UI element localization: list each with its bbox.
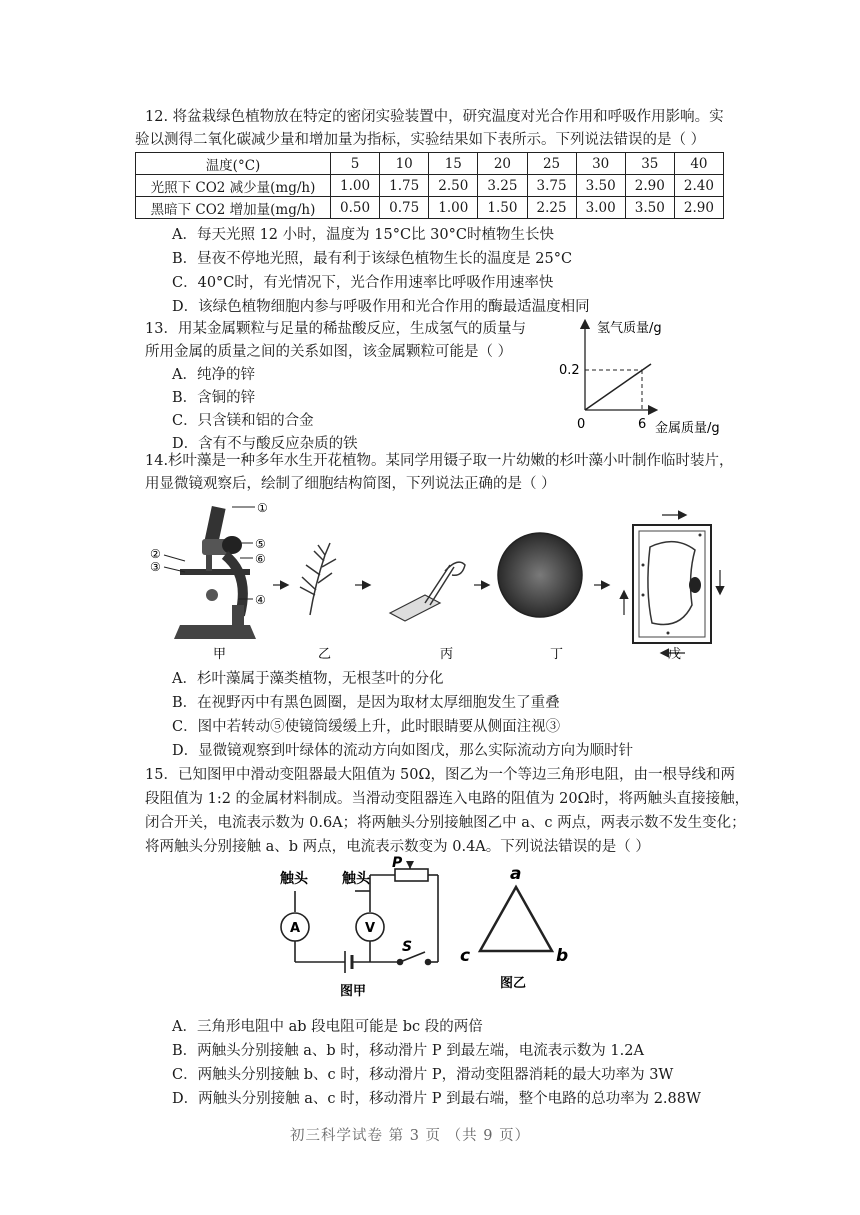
table-cell: 3.75 bbox=[527, 175, 576, 197]
table-cell: 25 bbox=[527, 153, 576, 175]
ammeter-label: A bbox=[290, 921, 301, 936]
table-cell: 0.50 bbox=[331, 197, 380, 219]
table-row-label: 光照下 CO2 减少量(mg/h) bbox=[136, 175, 331, 197]
q13-option-c: C．只含镁和铝的合金 bbox=[172, 413, 314, 429]
vertex-c-label: c bbox=[460, 946, 471, 966]
q12-option-a: A．每天光照 12 小时，温度为 15°C比 30°C时植物生长快 bbox=[172, 227, 554, 243]
table-row-label: 黑暗下 CO2 增加量(mg/h) bbox=[136, 197, 331, 219]
probe-label-2: 触头 bbox=[342, 871, 370, 887]
q15-option-b: B．两触头分别接触 a、b 时，移动滑片 P 到最左端，电流表示数为 1.2A bbox=[172, 1043, 644, 1059]
microscope-label-3: ③ bbox=[150, 560, 161, 574]
table-cell: 3.00 bbox=[576, 197, 625, 219]
q14-figure bbox=[140, 495, 725, 665]
table-cell: 20 bbox=[478, 153, 527, 175]
vertex-a-label: a bbox=[510, 864, 522, 884]
table-cell: 2.50 bbox=[429, 175, 478, 197]
q14-option-c: C．图中若转动⑤使镜筒缓缓上升，此时眼睛要从侧面注视③ bbox=[172, 719, 561, 735]
table-cell: 2.90 bbox=[625, 175, 674, 197]
plant-sprig-illustration bbox=[300, 543, 336, 615]
table-cell: 1.00 bbox=[331, 175, 380, 197]
q12-option-d: D．该绿色植物细胞内参与呼吸作用和光合作用的酶最适温度相同 bbox=[172, 299, 590, 315]
q13-hydrogen-graph bbox=[545, 312, 725, 442]
microscope-label-1: ① bbox=[257, 501, 268, 515]
table-cell: 15 bbox=[429, 153, 478, 175]
data-line bbox=[585, 364, 651, 410]
q12-stem-line2: 验以测得二氧化碳减少量和增加量为指标，实验结果如下表所示。下列说法错误的是（ ） bbox=[135, 132, 706, 148]
table-cell: 40 bbox=[674, 153, 723, 175]
q15-stem-line4: 将两触头分别接触 a、b 两点，电流表示数变为 0.4A。下列说法错误的是（ ） bbox=[145, 839, 650, 855]
plant-cell-diagram bbox=[633, 525, 711, 643]
table-cell: 30 bbox=[576, 153, 625, 175]
microscope-label-2: ② bbox=[150, 547, 161, 561]
table-cell: 35 bbox=[625, 153, 674, 175]
microscope-label-6: ⑥ bbox=[255, 552, 266, 566]
slide-preparation-illustration bbox=[390, 562, 465, 621]
q14-option-b: B．在视野丙中有黑色圆圈，是因为取材太厚细胞发生了重叠 bbox=[172, 695, 560, 711]
page-footer: 初三科学试卷 第 3 页 （共 9 页） bbox=[290, 1128, 531, 1144]
table-header-label: 温度(°C) bbox=[136, 153, 331, 175]
figure-label-yi: 乙 bbox=[318, 647, 332, 662]
table-cell: 2.25 bbox=[527, 197, 576, 219]
q14-stem-line1: 14.杉叶藻是一种多年水生开花植物。某同学用镊子取一片幼嫩的杉叶藻小叶制作临时装片， bbox=[145, 453, 734, 469]
q15-option-a: A．三角形电阻中 ab 段电阻可能是 bc 段的两倍 bbox=[172, 1019, 483, 1035]
q15-stem-line1: 15．已知图甲中滑动变阻器最大阻值为 50Ω，图乙为一个等边三角形电阻，由一根导线和两 bbox=[145, 767, 736, 783]
q12-option-c: C．40°C时，有光情况下，光合作用速率比呼吸作用速率快 bbox=[172, 275, 554, 291]
q13-stem-line2: 所用金属的质量之间的关系如图，该金属颗粒可能是（ ） bbox=[145, 344, 513, 360]
table-cell: 0.75 bbox=[380, 197, 429, 219]
microscope-label-4: ④ bbox=[255, 593, 266, 607]
table-cell: 2.90 bbox=[674, 197, 723, 219]
graph-origin: 0 bbox=[577, 417, 586, 432]
q12-data-table bbox=[135, 152, 724, 219]
q15-stem-line3: 闭合开关，电流表示数为 0.6A；将两触头分别接触图乙中 a、c 两点，两表示数不发生变化； bbox=[145, 815, 746, 831]
q13-option-d: D．含有不与酸反应杂质的铁 bbox=[172, 436, 358, 452]
circuit-caption: 图甲 bbox=[340, 984, 367, 999]
probe-label-1: 触头 bbox=[280, 871, 308, 887]
table-cell: 10 bbox=[380, 153, 429, 175]
figure-label-jia: 甲 bbox=[213, 647, 227, 662]
triangle-resistor bbox=[480, 887, 552, 951]
triangle-caption: 图乙 bbox=[500, 976, 527, 991]
field-of-view-illustration bbox=[498, 533, 582, 617]
table-cell: 3.25 bbox=[478, 175, 527, 197]
graph-y-tick: 0.2 bbox=[559, 363, 580, 378]
q13-stem-line1: 13．用某金属颗粒与足量的稀盐酸反应，生成氢气的质量与 bbox=[145, 321, 526, 337]
slider-label-p: P bbox=[392, 855, 403, 871]
table-cell: 3.50 bbox=[576, 175, 625, 197]
table-row bbox=[136, 175, 724, 197]
q12-option-b: B．昼夜不停地光照，最有利于该绿色植物生长的温度是 25°C bbox=[172, 251, 573, 267]
microscope-illustration bbox=[174, 506, 256, 639]
voltmeter-label: V bbox=[365, 921, 376, 936]
table-row bbox=[136, 197, 724, 219]
figure-label-ding: 丁 bbox=[550, 647, 564, 662]
table-row bbox=[136, 153, 724, 175]
q12-stem-line1: 12. 将盆栽绿色植物放在特定的密闭实验装置中，研究温度对光合作用和呼吸作用影响。实 bbox=[145, 109, 724, 125]
switch-label: S bbox=[402, 939, 413, 955]
table-cell: 3.50 bbox=[625, 197, 674, 219]
table-cell: 2.40 bbox=[674, 175, 723, 197]
q15-figure bbox=[260, 855, 580, 1005]
q13-option-a: A．纯净的锌 bbox=[172, 367, 255, 383]
q15-option-d: D．两触头分别接触 a、c 时，移动滑片 P 到最右端，整个电路的总功率为 2.88W bbox=[172, 1091, 701, 1107]
table-cell: 5 bbox=[331, 153, 380, 175]
figure-label-wu: 戊 bbox=[668, 647, 682, 662]
q15-option-c: C．两触头分别接触 b、c 时，移动滑片 P，滑动变阻器消耗的最大功率为 3W bbox=[172, 1067, 674, 1083]
vertex-b-label: b bbox=[556, 946, 569, 966]
graph-xlabel: 金属质量/g bbox=[655, 421, 720, 436]
table-cell: 1.00 bbox=[429, 197, 478, 219]
q14-option-a: A．杉叶藻属于藻类植物，无根茎叶的分化 bbox=[172, 671, 444, 687]
q13-option-b: B．含铜的锌 bbox=[172, 390, 256, 406]
slider-pointer-icon bbox=[406, 861, 414, 869]
graph-ylabel: 氢气质量/g bbox=[597, 321, 662, 336]
microscope-label-5: ⑤ bbox=[255, 537, 266, 551]
q15-stem-line2: 段阻值为 1:2 的金属材料制成。当滑动变阻器连入电路的阻值为 20Ω时，将两触头直接接触， bbox=[145, 791, 750, 807]
q14-option-d: D．显微镜观察到叶绿体的流动方向如图戊，那么实际流动方向为顺时针 bbox=[172, 743, 634, 759]
q14-stem-line2: 用显微镜观察后，绘制了细胞结构简图，下列说法正确的是（ ） bbox=[145, 476, 556, 492]
table-cell: 1.75 bbox=[380, 175, 429, 197]
graph-x-tick: 6 bbox=[638, 417, 647, 432]
figure-label-bing: 丙 bbox=[440, 647, 454, 662]
table-cell: 1.50 bbox=[478, 197, 527, 219]
